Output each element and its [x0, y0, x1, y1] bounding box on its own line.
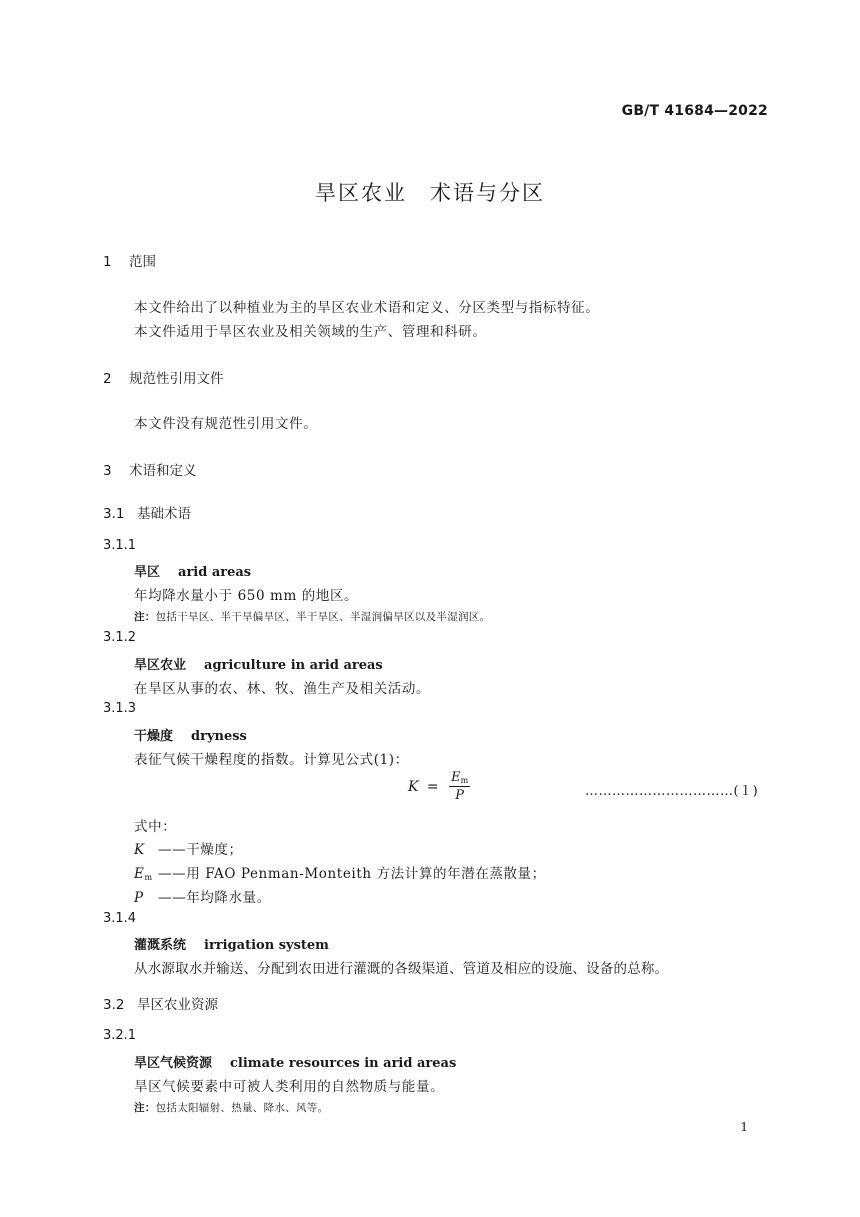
term-cn: 干燥度 — [134, 729, 174, 744]
note-text: 包括太阳辐射、热量、降水、风等。 — [155, 1102, 329, 1114]
term-3-1-1-definition: 年均降水量小于 650 mm 的地区。 — [134, 588, 359, 604]
formula-1 — [408, 770, 470, 810]
term-3-1-2-number: 3.1.2 — [103, 630, 137, 645]
formula-equals: = — [426, 778, 439, 795]
section-1-paragraph-1: 本文件给出了以种植业为主的旱区农业术语和定义、分区类型与指标特征。 — [134, 300, 600, 316]
document-title: 旱区农业 术语与分区 — [315, 181, 545, 205]
term-en: agriculture in arid areas — [204, 658, 383, 673]
section-number: 1 — [103, 254, 112, 270]
section-number: 3.1 — [103, 506, 125, 522]
numerator-subscript: m — [460, 776, 469, 785]
note-label: 注： — [134, 611, 156, 623]
standard-code: GB/T 41684—2022 — [621, 103, 768, 119]
term-3-2-1-number: 3.2.1 — [103, 1028, 137, 1043]
term-3-1-4-definition: 从水源取水并输送、分配到农田进行灌溉的各级渠道、管道及相应的设施、设备的总称。 — [134, 961, 669, 977]
variable-symbol: K — [134, 842, 145, 858]
formula-fraction — [449, 770, 470, 803]
section-3-2-heading — [103, 993, 218, 1013]
section-number: 3 — [103, 463, 112, 479]
section-title: 基础术语 — [137, 506, 191, 522]
section-3-1-heading — [103, 502, 191, 522]
section-number: 3.2 — [103, 997, 125, 1013]
term-3-1-2-heading — [134, 654, 383, 673]
term-en: irrigation system — [204, 938, 329, 953]
section-title: 范围 — [129, 254, 156, 270]
variable-description: ——年均降水量。 — [158, 890, 271, 906]
section-title: 规范性引用文件 — [129, 371, 224, 387]
page-number: 1 — [740, 1120, 748, 1134]
note-text: 包括干旱区、半干旱偏旱区、半干旱区、半湿润偏旱区以及半湿润区。 — [155, 611, 491, 623]
section-2-paragraph-1: 本文件没有规范性引用文件。 — [134, 416, 318, 432]
variable-description: ——用 FAO Penman-Monteith 方法计算的年潜在蒸散量； — [158, 866, 546, 882]
term-3-1-3-number: 3.1.3 — [103, 701, 137, 716]
term-3-1-1-note — [134, 609, 490, 624]
symbol-letter: E — [134, 866, 145, 882]
term-en: dryness — [191, 729, 247, 744]
term-en: arid areas — [178, 565, 252, 580]
section-1-heading — [103, 250, 156, 270]
section-number: 2 — [103, 371, 112, 387]
section-1-paragraph-2: 本文件适用于旱区农业及相关领域的生产、管理和科研。 — [134, 324, 487, 340]
section-title: 旱区农业资源 — [137, 997, 218, 1013]
term-3-2-1-note — [134, 1100, 328, 1115]
term-3-2-1-definition: 旱区气候要素中可被人类利用的自然物质与能量。 — [134, 1079, 445, 1095]
variable-symbol — [134, 866, 158, 882]
numerator-symbol: E — [451, 770, 461, 785]
term-3-2-1-heading — [134, 1052, 456, 1071]
formula-numerator — [449, 770, 470, 787]
term-cn: 旱区 — [134, 565, 161, 580]
term-cn: 灌溉系统 — [134, 938, 187, 953]
term-3-1-4-heading — [134, 934, 329, 953]
section-2-heading — [103, 367, 224, 387]
formula-denominator: P — [455, 788, 465, 803]
variable-symbol: P — [134, 890, 144, 906]
variable-row-p — [134, 886, 271, 906]
formula-leader — [585, 780, 758, 799]
term-3-1-3-heading — [134, 725, 247, 744]
term-3-1-2-definition: 在旱区从事的农、林、牧、渔生产及相关活动。 — [134, 681, 431, 697]
symbol-subscript: m — [144, 873, 153, 882]
note-label: 注： — [134, 1102, 156, 1114]
section-3-heading — [103, 459, 197, 479]
term-en: climate resources in arid areas — [230, 1056, 457, 1071]
formula-lhs: K — [408, 778, 419, 795]
term-cn: 旱区农业 — [134, 658, 187, 673]
formula-label: (１) — [733, 784, 759, 799]
where-label: 式中： — [134, 819, 177, 835]
variable-row-em — [134, 862, 546, 882]
term-3-1-1-heading — [134, 561, 251, 580]
variable-description: ——干燥度； — [158, 842, 243, 858]
term-3-1-3-definition: 表征气候干燥程度的指数。计算见公式(1)： — [134, 752, 409, 768]
variable-row-k — [134, 838, 243, 858]
leader-dots: …………………………… — [585, 784, 734, 799]
section-title: 术语和定义 — [129, 463, 197, 479]
term-3-1-1-number: 3.1.1 — [103, 538, 137, 553]
term-3-1-4-number: 3.1.4 — [103, 911, 137, 926]
term-cn: 旱区气候资源 — [134, 1056, 213, 1071]
